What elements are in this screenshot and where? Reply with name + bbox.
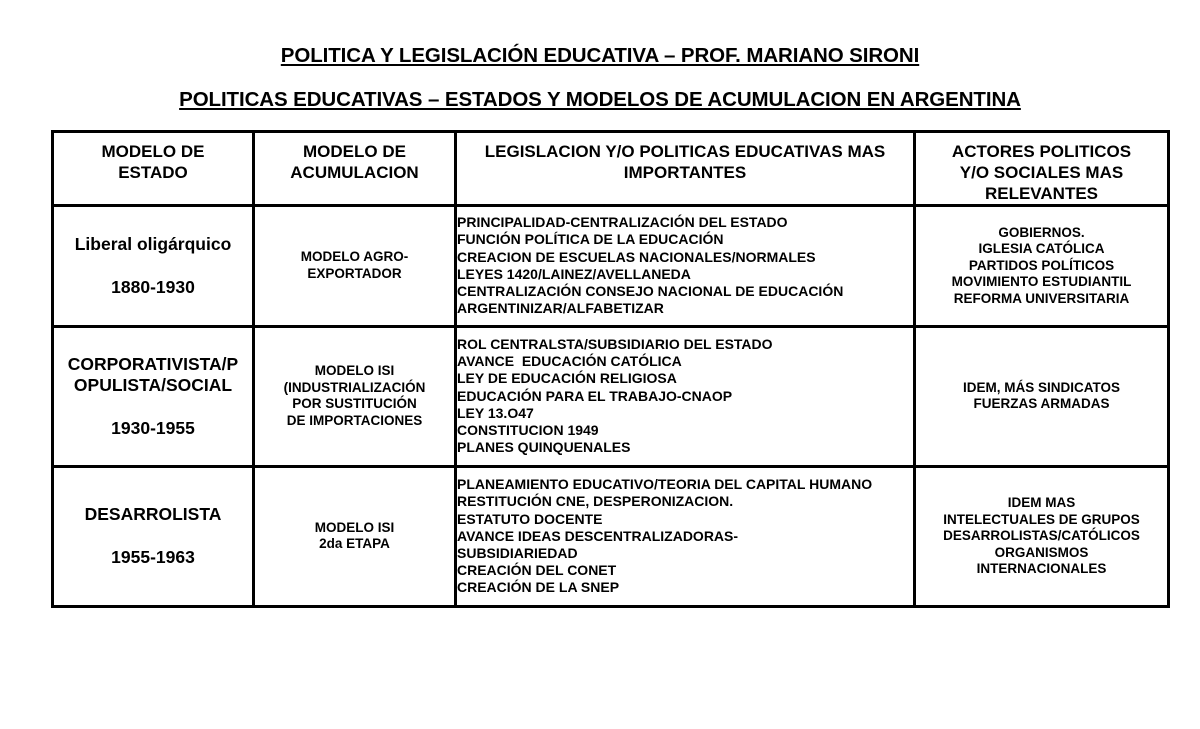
accumulation-line: MODELO AGRO- — [300, 249, 409, 265]
state-block — [54, 230, 252, 302]
header-line: IMPORTANTES — [623, 163, 747, 182]
legislation-line: SUBSIDIARIEDAD — [457, 545, 578, 561]
header-text-block — [255, 133, 454, 183]
header-line: LEGISLACION Y/O POLITICAS EDUCATIVAS MAS — [484, 142, 886, 161]
actor-line: ORGANISMOS — [994, 544, 1089, 560]
actor-line: PARTIDOS POLÍTICOS — [968, 257, 1115, 273]
legislation-line: PRINCIPALIDAD-CENTRALIZACIÓN DEL ESTADO — [457, 214, 788, 231]
header-cell-modelo-acumulacion — [254, 132, 456, 206]
state-name: CORPORATIVISTA/P OPULISTA/SOCIAL — [67, 353, 239, 395]
cell-actores — [915, 326, 1169, 466]
accumulation-line: (INDUSTRIALIZACIÓN — [283, 379, 426, 395]
legislation-line: CONSTITUCION 1949 — [457, 422, 599, 439]
accumulation-line: MODELO ISI — [314, 519, 395, 535]
actor-line: INTERNACIONALES — [976, 561, 1107, 577]
actor-line: IDEM MAS — [1007, 495, 1076, 511]
header-cell-legislacion — [456, 132, 915, 206]
header-line: Y/O SOCIALES MAS — [959, 163, 1124, 182]
document-titles — [0, 0, 1200, 112]
header-text-block — [916, 133, 1167, 204]
actor-line: IDEM, MÁS SINDICATOS — [962, 379, 1120, 395]
state-block — [54, 350, 252, 443]
state-years: 1955-1963 — [111, 547, 195, 568]
table-header-row — [53, 132, 1169, 206]
accumulation-block — [255, 245, 454, 286]
header-line: ACTORES POLITICOS — [951, 142, 1132, 161]
table-row — [53, 466, 1169, 606]
cell-modelo-acumulacion — [254, 326, 456, 466]
state-name: Liberal oligárquico — [74, 233, 232, 254]
accumulation-line: DE IMPORTACIONES — [286, 412, 423, 428]
actor-line: GOBIERNOS. — [998, 224, 1085, 240]
legislation-line: AVANCE EDUCACIÓN CATÓLICA — [457, 353, 682, 370]
policies-table — [51, 130, 1170, 608]
legislation-line: RESTITUCIÓN CNE, DESPERONIZACION. — [457, 493, 734, 510]
header-cell-actores — [915, 132, 1169, 206]
header-text-block — [54, 133, 252, 183]
cell-modelo-estado — [53, 326, 254, 466]
legislation-line: PLANES QUINQUENALES — [457, 439, 631, 456]
cell-actores — [915, 206, 1169, 327]
accumulation-block — [255, 359, 454, 433]
actors-block — [916, 376, 1167, 417]
header-line: MODELO DE — [303, 142, 406, 161]
actor-line: MOVIMIENTO ESTUDIANTIL — [951, 274, 1132, 290]
header-cell-modelo-estado — [53, 132, 254, 206]
legislation-line: LEY 13.O47 — [457, 404, 534, 421]
header-line: ACUMULACION — [290, 163, 419, 182]
cell-modelo-estado — [53, 206, 254, 327]
legislation-line: FUNCIÓN POLÍTICA DE LA EDUCACIÓN — [457, 231, 724, 248]
cell-actores — [915, 466, 1169, 606]
cell-modelo-acumulacion — [254, 466, 456, 606]
legislation-line: AVANCE IDEAS DESCENTRALIZADORAS- — [457, 527, 739, 544]
page-subtitle: POLITICAS EDUCATIVAS – ESTADOS Y MODELOS DE ACUMULACION EN ARGENTINA — [179, 88, 1021, 111]
header-line: ESTADO — [118, 163, 188, 182]
actor-line: IGLESIA CATÓLICA — [978, 241, 1105, 257]
actor-line: INTELECTUALES DE GRUPOS — [943, 511, 1140, 527]
legislation-line: ARGENTINIZAR/ALFABETIZAR — [457, 300, 664, 317]
header-line: RELEVANTES — [984, 184, 1099, 203]
legislation-line: LEYES 1420/LAINEZ/AVELLANEDA — [457, 265, 691, 282]
cell-legislacion — [456, 466, 915, 606]
legislation-line: CENTRALIZACIÓN CONSEJO NACIONAL DE EDUCACIÓN — [457, 283, 844, 300]
accumulation-line: POR SUSTITUCIÓN — [292, 396, 417, 412]
legislation-line: ESTATUTO DOCENTE — [457, 510, 603, 527]
legislation-line: CREACION DE ESCUELAS NACIONALES/NORMALES — [457, 248, 816, 265]
actor-line: REFORMA UNIVERSITARIA — [953, 290, 1130, 306]
legislation-line: PLANEAMIENTO EDUCATIVO/TEORIA DEL CAPITAL HUMANO — [457, 476, 873, 493]
header-text-block — [457, 133, 913, 183]
actor-line: DESARROLISTAS/CATÓLICOS — [943, 528, 1140, 544]
accumulation-line: EXPORTADOR — [307, 265, 402, 281]
cell-legislacion — [456, 206, 915, 327]
legislation-line: ROL CENTRALSTA/SUBSIDIARIO DEL ESTADO — [457, 336, 773, 353]
accumulation-line: 2da ETAPA — [319, 536, 390, 552]
policies-table-container — [51, 130, 1167, 608]
table-row — [53, 326, 1169, 466]
state-years: 1930-1955 — [111, 417, 195, 438]
legislation-line: LEY DE EDUCACIÓN RELIGIOSA — [457, 370, 677, 387]
cell-modelo-acumulacion — [254, 206, 456, 327]
actors-block — [916, 491, 1167, 582]
actors-block — [916, 221, 1167, 312]
state-years: 1880-1930 — [111, 276, 195, 297]
legislation-line: CREACIÓN DE LA SNEP — [457, 579, 620, 596]
state-name: DESARROLISTA — [84, 504, 222, 525]
accumulation-block — [255, 516, 454, 557]
legislation-line: EDUCACIÓN PARA EL TRABAJO-CNAOP — [457, 387, 733, 404]
table-row — [53, 206, 1169, 327]
cell-modelo-estado — [53, 466, 254, 606]
accumulation-line: MODELO ISI — [314, 363, 395, 379]
header-line: MODELO DE — [101, 142, 205, 161]
cell-legislacion — [456, 326, 915, 466]
page-title: POLITICA Y LEGISLACIÓN EDUCATIVA – PROF. MARIANO SIRONI — [280, 44, 920, 67]
actor-line: FUERZAS ARMADAS — [973, 396, 1110, 412]
legislation-line: CREACIÓN DEL CONET — [457, 562, 617, 579]
state-block — [54, 500, 252, 572]
